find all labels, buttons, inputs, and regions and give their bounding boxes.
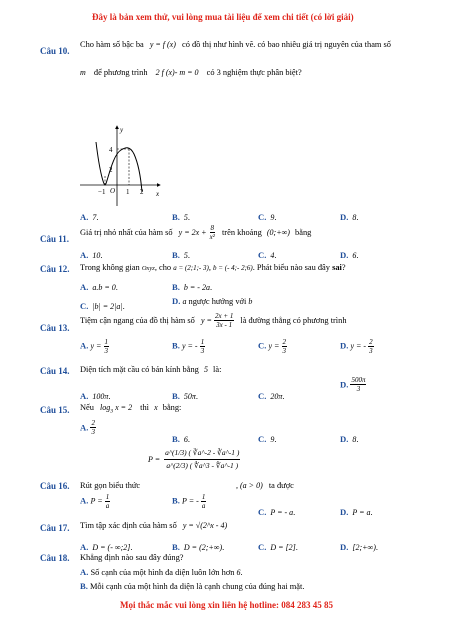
q13-option-a[interactable]: A. y = $\frac{1}{3}$ bbox=[80, 338, 108, 355]
q10-option-b[interactable]: B. 5. bbox=[172, 212, 190, 222]
graph-x-label: x bbox=[156, 190, 160, 198]
hotline-banner: Mọi thắc mắc vui lòng xin liên hệ hotline: 084 283 45 85 bbox=[120, 600, 334, 610]
q11-option-a[interactable]: A. 10. bbox=[80, 250, 103, 260]
q13-option-b[interactable]: B. y = - $\frac{1}{3}$ bbox=[172, 338, 205, 355]
question-10-label: Câu 10. bbox=[40, 46, 70, 56]
q12-option-b[interactable]: B. b = - 2a. bbox=[172, 282, 213, 292]
question-12-text: Trong không gian Oxyz, cho a = (2;1;- 3), b = (- 4;- 2;6). Phát biểu nào sau đây sai? bbox=[80, 263, 346, 272]
q16-option-a[interactable]: A. P = $\frac{1}{a}$ bbox=[80, 493, 110, 510]
q14-option-d[interactable]: D. $\frac{500\pi}{3}$ bbox=[340, 376, 366, 393]
question-17-label: Câu 17. bbox=[40, 523, 70, 533]
graph-tick-y2: 2 bbox=[109, 166, 113, 174]
question-13-text: Tiệm cận ngang của đồ thị hàm số y = $\frac{2x + 1}{3x - 1}$ là đường thẳng có phương trình bbox=[80, 312, 347, 329]
q17-option-d[interactable]: D. [2;+∞). bbox=[340, 542, 378, 552]
q13-option-d[interactable]: D. y = - $\frac{2}{3}$ bbox=[340, 338, 373, 355]
question-15-text: Nếu $\log_3 x = 2$ thì x bằng: bbox=[80, 403, 182, 415]
q12-option-d[interactable]: D. a ngược hướng với b bbox=[172, 296, 253, 306]
q15-option-a[interactable]: A. $\frac{2}{3}$ bbox=[80, 419, 95, 436]
q10-option-a[interactable]: A. 7. bbox=[80, 212, 99, 222]
question-12-label: Câu 12. bbox=[40, 264, 70, 274]
question-16-text: Rút gọn biểu thức bbox=[80, 481, 141, 490]
question-17-text: Tìm tập xác định của hàm số y = √(2^x - 4) bbox=[80, 521, 228, 530]
q12-option-a[interactable]: A. a.b = 0. bbox=[80, 282, 118, 292]
preview-banner: Đây là bản xem thử, vui lòng mua tài liệu để xem chi tiết (có lời giải) bbox=[92, 12, 354, 22]
cubic-curve bbox=[96, 142, 142, 192]
q16-option-c[interactable]: C. P = - a. bbox=[258, 507, 296, 517]
q11-option-b[interactable]: B. 5. bbox=[172, 250, 190, 260]
q16-option-d[interactable]: D. P = a. bbox=[340, 507, 373, 517]
q14-option-a[interactable]: A. 100π. bbox=[80, 391, 111, 401]
q11-option-d[interactable]: D. 6. bbox=[340, 250, 359, 260]
q11-option-c[interactable]: C. 4. bbox=[258, 250, 277, 260]
question-14-text: Diện tích mặt cầu có bán kính bằng 5 là: bbox=[80, 365, 222, 374]
graph-tick-4: 4 bbox=[109, 146, 113, 154]
question-11-text: Giá trị nhỏ nhất của hàm số y = 2x + $\frac{8}{\text{x²}}$ trên khoảng (0;+∞) bằng bbox=[80, 224, 312, 241]
q14-option-c[interactable]: C. 20π. bbox=[258, 391, 285, 401]
question-15-label: Câu 15. bbox=[40, 405, 70, 415]
question-14-label: Câu 14. bbox=[40, 366, 70, 376]
graph-origin: O bbox=[110, 187, 116, 195]
question-18-text: Khẳng định nào sau đây đúng? bbox=[80, 553, 184, 562]
q17-option-b[interactable]: B. D = (2;+∞). bbox=[172, 542, 225, 552]
question-10-text: Cho hàm số bậc ba y = f (x) có đồ thị như hình vẽ. có bao nhiêu giá trị nguyên của tham số bbox=[80, 40, 391, 49]
q15-option-c[interactable]: C. 9. bbox=[258, 434, 277, 444]
graph-tick-x2: 2 bbox=[140, 188, 144, 196]
q17-option-a[interactable]: A. D = (- ∞;2]. bbox=[80, 542, 133, 552]
question-10-text-2: m để phương trình 2 f (x)- m = 0 có 3 nghiệm thực phân biệt? bbox=[80, 68, 302, 77]
q18-option-a[interactable]: A. Số cạnh của một hình đa diện luôn lớn hơn 6. bbox=[80, 567, 243, 577]
question-13-label: Câu 13. bbox=[40, 323, 70, 333]
question-11-label: Câu 11. bbox=[40, 234, 70, 244]
q16-option-b[interactable]: B. P = - $\frac{1}{a}$ bbox=[172, 493, 206, 510]
question-16-condition: , (a > 0) ta được bbox=[236, 481, 294, 490]
question-18-label: Câu 18. bbox=[40, 553, 70, 563]
q17-option-c[interactable]: C. D = [2]. bbox=[258, 542, 298, 552]
q10-option-c[interactable]: C. 9. bbox=[258, 212, 277, 222]
graph-tick-1: 1 bbox=[126, 188, 130, 196]
q14-option-b[interactable]: B. 50π. bbox=[172, 391, 198, 401]
q18-option-b[interactable]: B. Mỗi cạnh của một hình đa diện là cạnh chung của đúng hai mặt. bbox=[80, 581, 305, 591]
question-16-label: Câu 16. bbox=[40, 481, 70, 491]
graph-tick-neg1: −1 bbox=[98, 188, 106, 196]
q15-option-d[interactable]: D. 8. bbox=[340, 434, 359, 444]
q16-expression: P = $\frac{a\^{}(1/3) ( ∛a\^{}-2 - ∛a\^{}-1 )}{a\^{}(2/3) ( ∜a\^{}3 - ∜a\^{}-1 )}$ bbox=[148, 448, 240, 470]
graph-y-label: y bbox=[120, 126, 124, 134]
cubic-graph bbox=[76, 120, 166, 210]
q12-option-c[interactable]: C. |b| = 2|a|. bbox=[80, 301, 125, 311]
q10-option-d[interactable]: D. 8. bbox=[340, 212, 359, 222]
q15-option-b[interactable]: B. 6. bbox=[172, 434, 190, 444]
q13-option-c[interactable]: C. y = $\frac{2}{3}$ bbox=[258, 338, 286, 355]
